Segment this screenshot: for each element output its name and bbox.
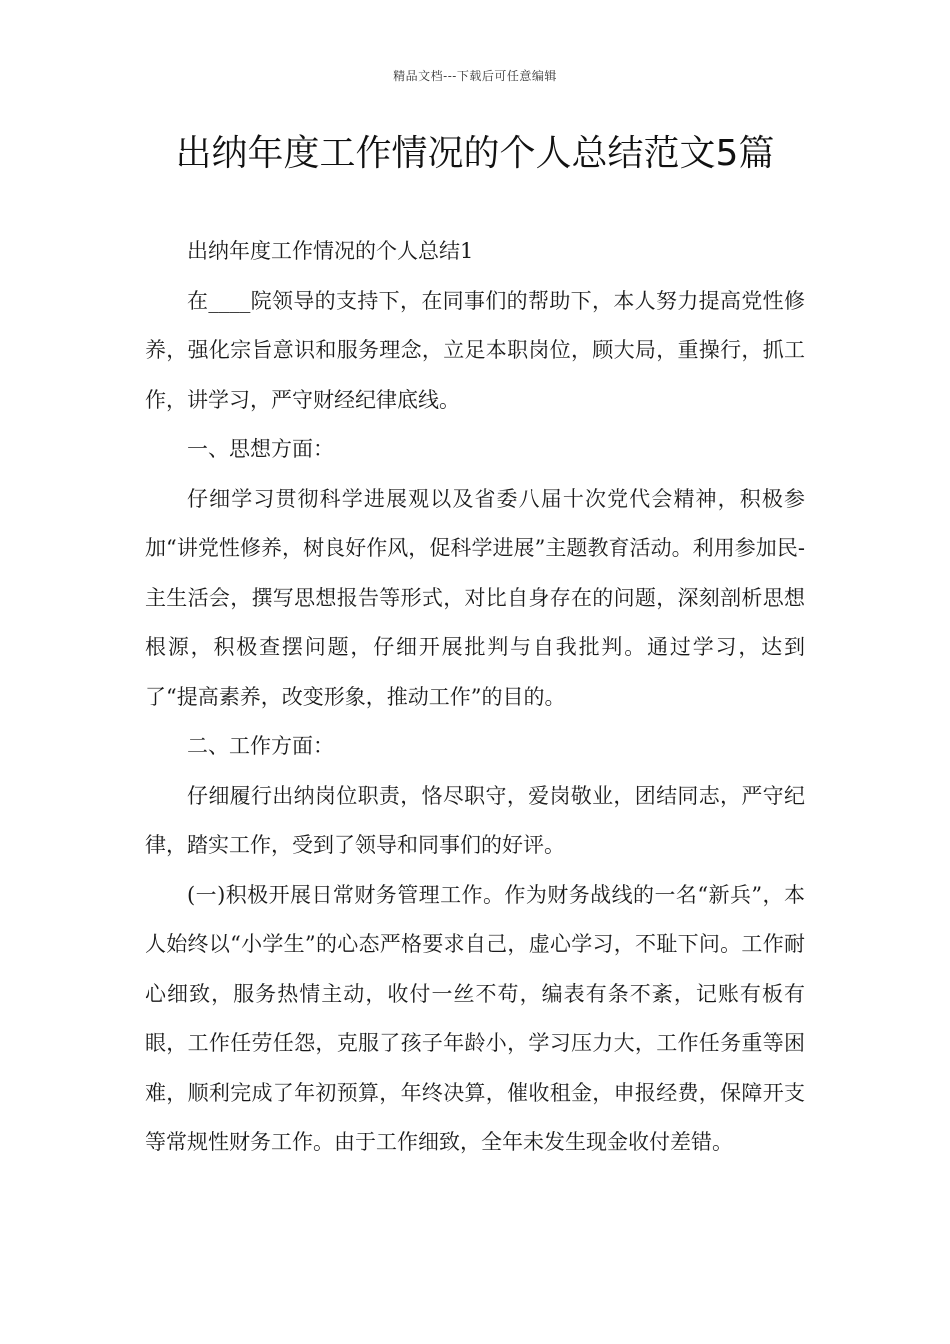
subheading: 二、工作方面： [187, 734, 334, 758]
document-body [145, 227, 805, 1168]
document-title: 出纳年度工作情况的个人总结范文5篇 [175, 133, 775, 174]
section-heading: 出纳年度工作情况的个人总结1 [187, 239, 474, 263]
paragraph: 仔细履行出纳岗位职责，恪尽职守，爱岗敬业，团结同志，严守纪律，踏实工作，受到了领导和同事们的好评。 [145, 783, 805, 857]
subheading: 一、思想方面： [187, 437, 334, 461]
paragraph: 仔细学习贯彻科学进展观以及省委八届十次党代会精神，积极参加“讲党性修养，树良好作风，促科学进展”主题教育活动。利用参加民-主生活会，撰写思想报告等形式，对比自身存在的问题，深刻剖析思想根源，积极查摆问题，仔细开展批判与自我批判。通过学习，达到了“提高素养，改变形象，推动工作”的目的。 [145, 486, 805, 709]
header-note: 精品文档---下载后可任意编辑 [393, 69, 557, 83]
paragraph: (一)积极开展日常财务管理工作。作为财务战线的一名“新兵”，本人始终以“小学生”的心态严格要求自己，虚心学习，不耻下问。工作耐心细致，服务热情主动，收付一丝不苟，编表有条不紊，记账有板有眼，工作任劳任怨，克服了孩子年龄小，学习压力大，工作任务重等困难，顺利完成了年初预算，年终决算，催收租金，申报经费，保障开支等常规性财务工作。由于工作细致，全年未发生现金收付差错。 [145, 882, 805, 1154]
paragraph: 在____院领导的支持下，在同事们的帮助下，本人努力提高党性修养，强化宗旨意识和服务理念，立足本职岗位，顾大局，重操行，抓工作，讲学习，严守财经纪律底线。 [145, 288, 805, 412]
